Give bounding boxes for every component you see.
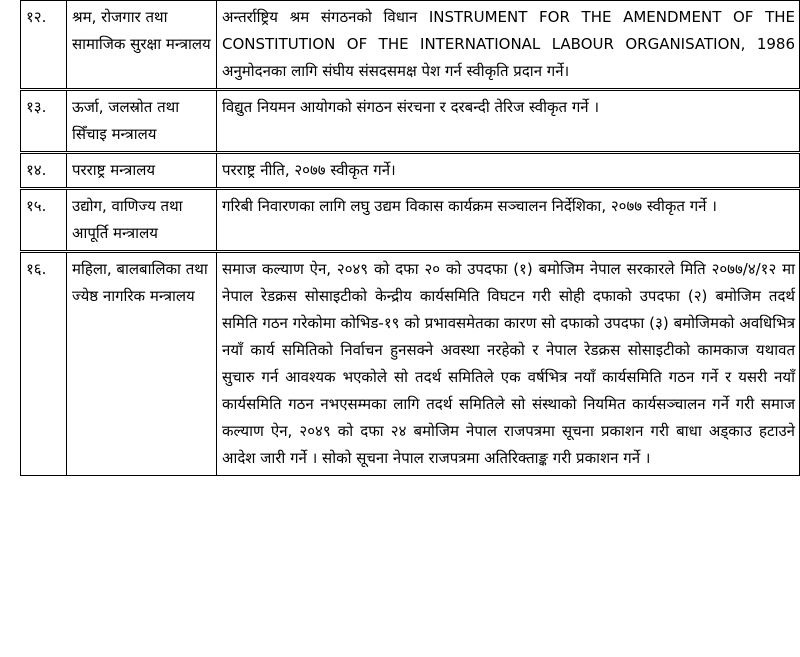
row-number-cell <box>21 189 67 252</box>
ministry-name: श्रम, रोजगार तथा सामाजिक सुरक्षा मन्त्रालय <box>72 8 211 53</box>
ministry-cell <box>67 153 217 189</box>
decision-cell <box>217 90 800 153</box>
decision-text: परराष्ट्र नीति, २०७७ स्वीकृत गर्ने। <box>222 161 396 179</box>
row-number: १२. <box>26 8 47 26</box>
row-number-cell <box>21 1 67 90</box>
decision-text: विद्युत नियमन आयोगको संगठन संरचना र दरबन्दी तेरिज स्वीकृत गर्ने । <box>222 98 600 116</box>
decision-cell <box>217 252 800 476</box>
ministry-name: परराष्ट्र मन्त्रालय <box>72 161 156 179</box>
decisions-table <box>20 0 800 476</box>
ministry-name: उद्योग, वाणिज्य तथा आपूर्ति मन्त्रालय <box>72 197 183 242</box>
decision-text: गरिबी निवारणका लागि लघु उद्यम विकास कार्यक्रम सञ्चालन निर्देशिका, २०७७ स्वीकृत गर्ने । <box>222 197 717 215</box>
table-row <box>21 1 800 90</box>
ministry-cell <box>67 90 217 153</box>
row-number: १६. <box>26 260 47 278</box>
decision-cell <box>217 189 800 252</box>
decision-cell <box>217 153 800 189</box>
table-row <box>21 90 800 153</box>
table-row <box>21 153 800 189</box>
row-number-cell <box>21 90 67 153</box>
ministry-name: महिला, बालबालिका तथा ज्येष्ठ नागरिक मन्त्रालय <box>72 260 208 305</box>
row-number: १४. <box>26 161 47 179</box>
decision-text: अन्तर्राष्ट्रिय श्रम संगठनको विधान INSTRUMENT FOR THE AMENDMENT OF THE CONSTITUTION OF THE INTERNATIONAL LABOUR ORGANISATION, 1986 अनुमोदनका लागि संघीय संसदसमक्ष पेश गर्न स्वीकृति प्रदान गर्ने। <box>222 8 795 80</box>
ministry-cell <box>67 189 217 252</box>
ministry-name: ऊर्जा, जलस्रोत तथा सिँचाइ मन्त्रालय <box>72 98 180 143</box>
table-row <box>21 252 800 476</box>
table-row <box>21 189 800 252</box>
decision-cell <box>217 1 800 90</box>
ministry-cell <box>67 252 217 476</box>
ministry-cell <box>67 1 217 90</box>
decision-text: समाज कल्याण ऐन, २०४९ को दफा २० को उपदफा (१) बमोजिम नेपाल सरकारले मिति २०७७/४/१२ मा नेपाल रेडक्रस सोसाइटीको केन्द्रीय कार्यसमिति विघटन गरी सोही दफाको उपदफा (२) बमोजिम तदर्थ समिति गठन गरेकोमा कोभिड-१९ को प्रभावसमेतका कारण सो दफाको उपदफा (३) बमोजिमको अवधिभित्र नयाँ कार्य समितिको निर्वाचन हुनसक्ने अवस्था नरहेको र नेपाल रेडक्रस सोसाइटीको कामकाज यथावत सुचारु गर्न आवश्यक भएकोले सो तदर्थ समितिले एक वर्षभित्र नयाँ कार्यसमिति गठन गर्ने र यसरी नयाँ कार्यसमिति गठन नभएसम्मका लागि तदर्थ समितिले सो संस्थाको नियमित कार्यसञ्चालन गर्ने गरी समाज कल्याण ऐन, २०४९ को दफा २४ बमोजिम नेपाल राजपत्रमा सूचना प्रकाशन गरी बाधा अड्काउ हटाउने आदेश जारी गर्ने । सोको सूचना नेपाल राजपत्रमा अतिरिक्ताङ्क गरी प्रकाशन गर्ने । <box>222 260 795 467</box>
row-number: १३. <box>26 98 47 116</box>
row-number: १५. <box>26 197 47 215</box>
row-number-cell <box>21 252 67 476</box>
row-number-cell <box>21 153 67 189</box>
